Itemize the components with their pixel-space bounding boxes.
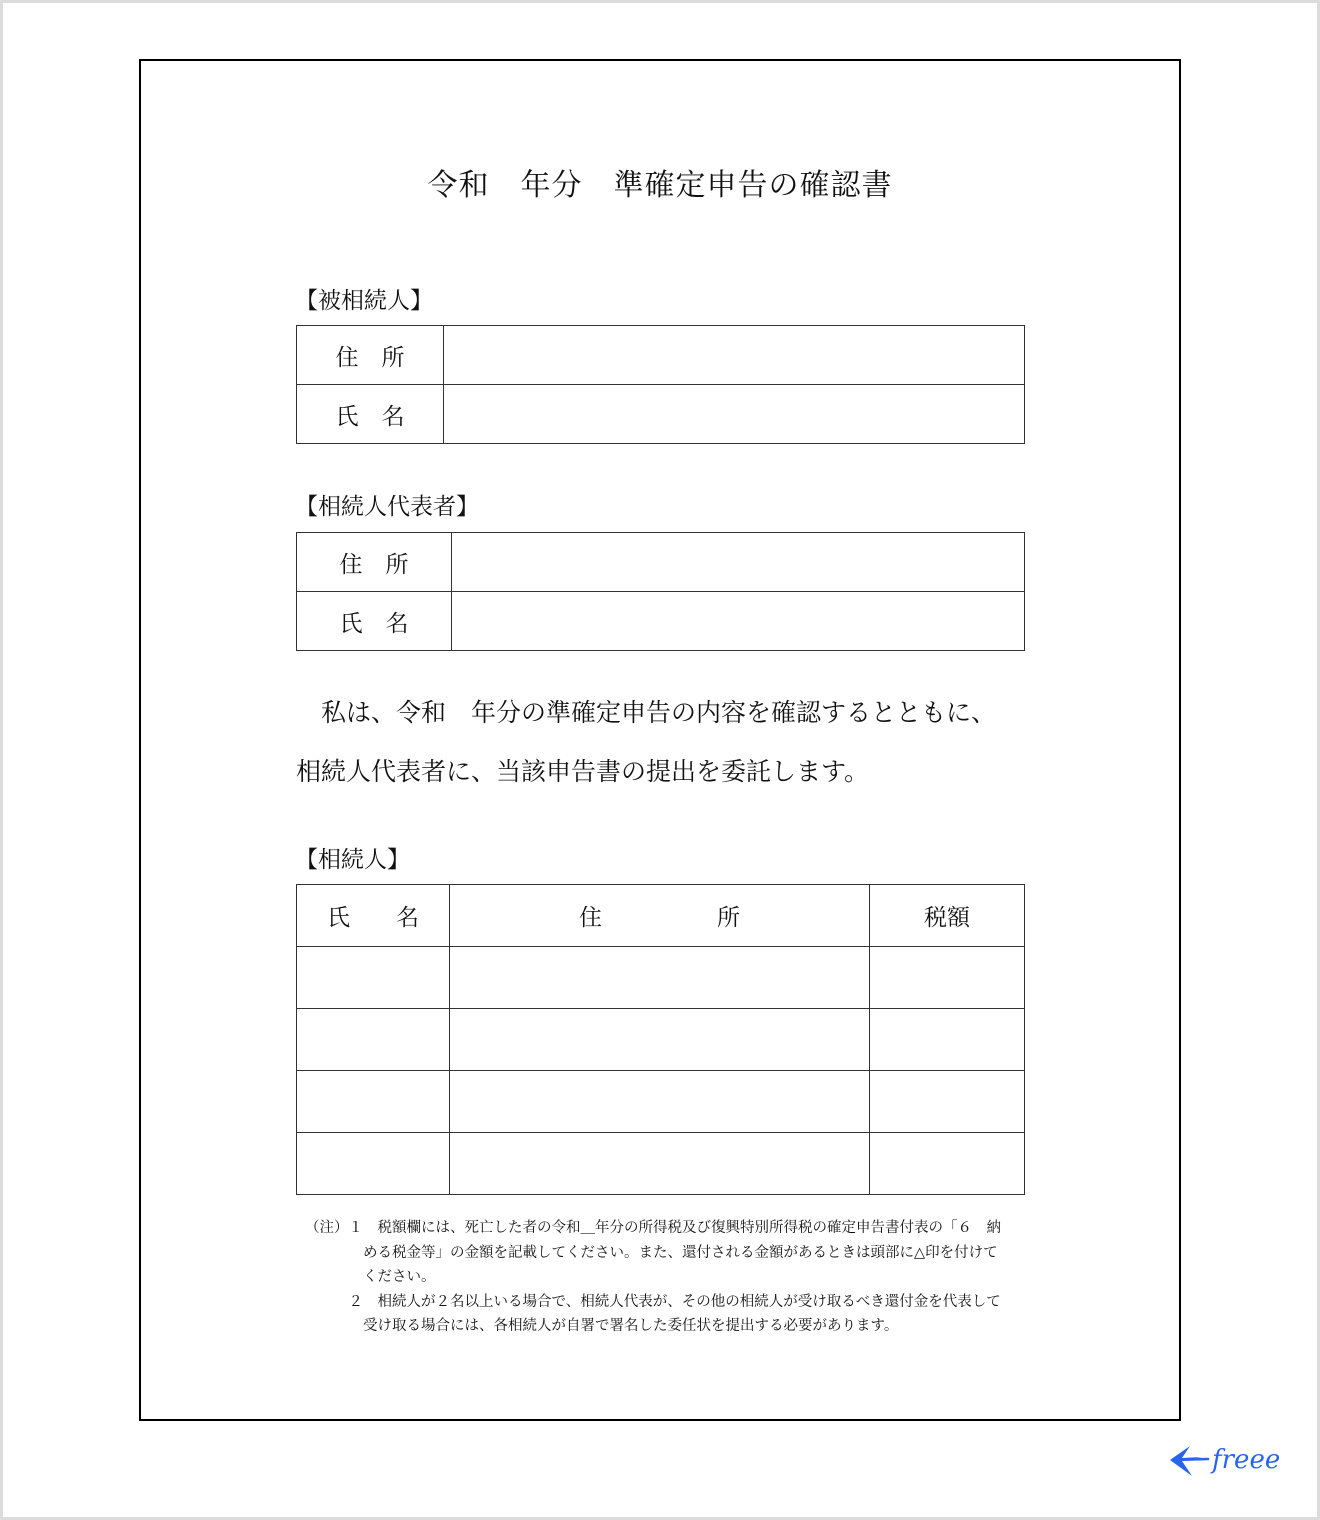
heirs-row xyxy=(297,947,1025,1009)
heirs-header-name: 氏 名 xyxy=(297,885,450,947)
note-line: ください。 xyxy=(305,1269,436,1285)
heir-tax-field[interactable] xyxy=(870,1009,1025,1071)
note-line: める税金等」の金額を記載してください。また、還付される金額があるときは頭部に△印を付けて xyxy=(305,1244,998,1261)
freee-logo xyxy=(1168,1440,1288,1480)
heirs-header-address: 住 所 xyxy=(450,885,870,947)
heir-name-field[interactable] xyxy=(297,1071,450,1133)
heir-tax-field[interactable] xyxy=(870,1071,1025,1133)
heir-tax-field[interactable] xyxy=(870,1133,1025,1195)
deceased-section-label: 【被相続人】 xyxy=(295,288,433,314)
representative-section-label: 【相続人代表者】 xyxy=(295,494,479,520)
document-title: 令和 年分 準確定申告の確認書 xyxy=(427,168,893,203)
heirs-header-tax: 税額 xyxy=(870,885,1025,947)
heirs-row xyxy=(297,1071,1025,1133)
deceased-table xyxy=(296,325,1025,444)
note-line: （注）１ 税額欄には、死亡した者の令和＿年分の所得税及び復興特別所得税の確定申告書付表の「６ 納 xyxy=(305,1220,1001,1236)
deceased-address-field[interactable] xyxy=(444,326,1025,385)
deceased-name-field[interactable] xyxy=(444,385,1025,444)
heir-name-field[interactable] xyxy=(297,947,450,1009)
heirs-section-label: 【相続人】 xyxy=(295,847,410,873)
deceased-name-label: 氏 名 xyxy=(297,385,444,444)
heir-address-field[interactable] xyxy=(450,947,870,1009)
heir-address-field[interactable] xyxy=(450,1071,870,1133)
statement-line-2: 相続人代表者に、当該申告書の提出を委託します。 xyxy=(296,757,870,786)
representative-address-label: 住 所 xyxy=(297,533,452,592)
deceased-address-label: 住 所 xyxy=(297,326,444,385)
heir-tax-field[interactable] xyxy=(870,947,1025,1009)
heirs-row xyxy=(297,1009,1025,1071)
representative-name-field[interactable] xyxy=(452,592,1025,651)
heir-address-field[interactable] xyxy=(450,1009,870,1071)
representative-name-label: 氏 名 xyxy=(297,592,452,651)
representative-address-field[interactable] xyxy=(452,533,1025,592)
note-line: ２ 相続人が２名以上いる場合で、相続人代表が、その他の相続人が受け取るべき還付金を代表して xyxy=(305,1293,1001,1310)
swallow-bird-icon xyxy=(1168,1440,1288,1480)
heir-address-field[interactable] xyxy=(450,1133,870,1195)
freee-logo-text: freee xyxy=(1212,1445,1281,1475)
heirs-row xyxy=(297,1133,1025,1195)
representative-table xyxy=(296,532,1025,651)
note-line: 受け取る場合には、各相続人が自署で署名した委任状を提出する必要があります。 xyxy=(305,1318,899,1334)
statement-line-1: 私は、令和 年分の準確定申告の内容を確認するとともに、 xyxy=(296,698,997,727)
heir-name-field[interactable] xyxy=(297,1009,450,1071)
heirs-table xyxy=(296,884,1025,1195)
notes xyxy=(305,1216,1001,1339)
heir-name-field[interactable] xyxy=(297,1133,450,1195)
